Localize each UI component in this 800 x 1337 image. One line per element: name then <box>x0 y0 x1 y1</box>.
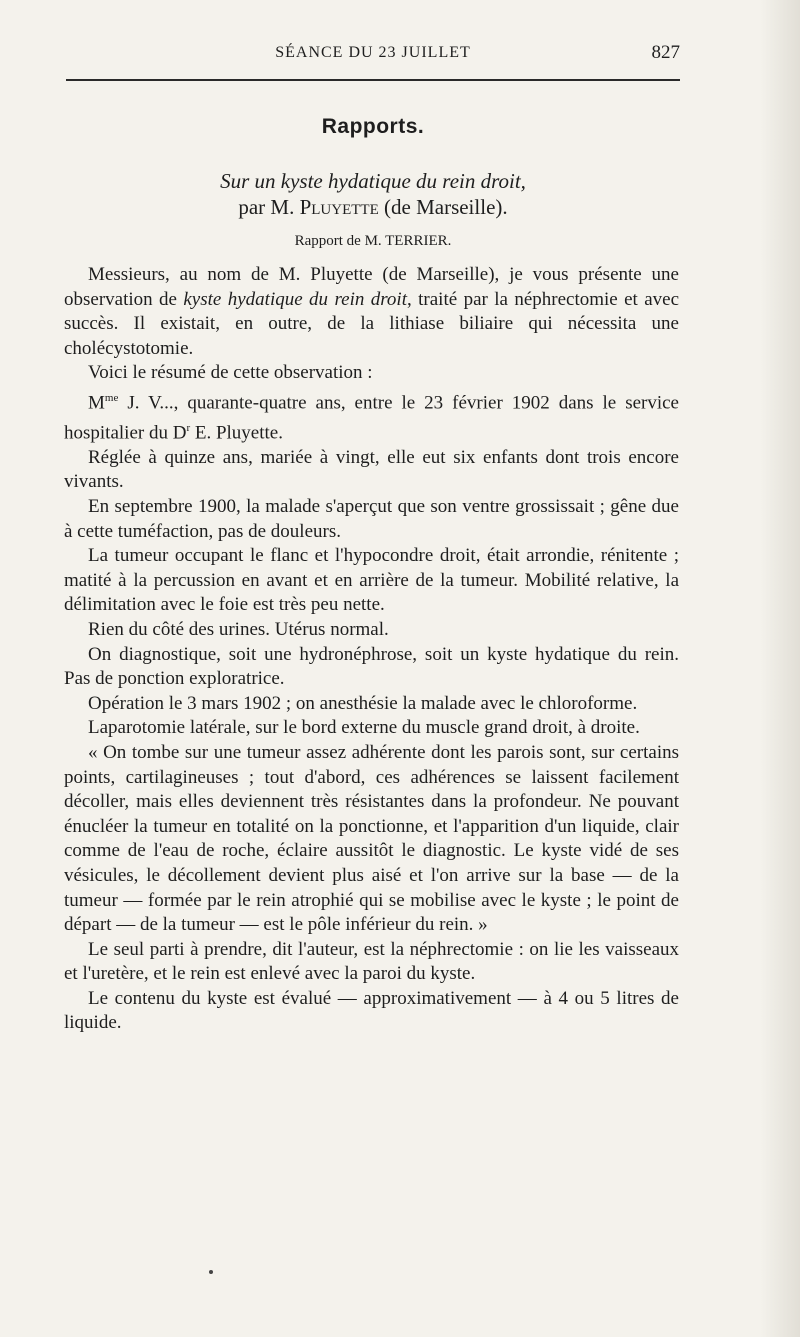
article-byline <box>66 194 680 220</box>
paragraph <box>64 263 679 361</box>
page-edge-shadow <box>760 0 800 1337</box>
paragraph <box>64 386 679 446</box>
article-title-line: Sur un kyste hydatique du rein droit, <box>220 169 526 193</box>
paragraph: Le contenu du kyste est évalué — approximativement — à 4 ou 5 litres de liquide. <box>64 987 679 1034</box>
paragraph: Réglée à quinze ans, mariée à vingt, elle eut six enfants dont trois encore vivants. <box>64 446 679 493</box>
paragraph: Voici le résumé de cette observation : <box>88 362 373 384</box>
paragraph: « On tombe sur une tumeur assez adhérente dont les parois sont, sur certains points, cartilagineuses ; tout d'abord, ces adhérences se laissent facilement décoller, mais elles deviennent très résistantes dans la profondeur. Ne pouvant énucléer la tumeur en totalité on la ponctionne, et l'apparition d'un liquide, clair comme de l'eau de roche, éclaire aussitôt le diagnostic. Le kyste vidé de ses vésicules, le décollement devient plus aisé et l'on arrive sur la base — de la tumeur — formée par le rein atrophié qui se mobilise avec le kyste ; le point de départ — de la tumeur — est le pôle inférieur du rein. » <box>64 741 679 936</box>
paragraph: En septembre 1900, la malade s'aperçut que son ventre grossissait ; gêne due à cette tuméfaction, pas de douleurs. <box>64 496 679 542</box>
page-header <box>66 40 680 70</box>
superscript: r <box>186 421 191 434</box>
header-rule <box>66 79 680 81</box>
print-speck <box>209 1270 213 1274</box>
superscript: me <box>104 391 119 404</box>
author-affiliation: (de Marseille). <box>384 195 508 219</box>
paragraph-emphasis: kyste hydatique du rein droit <box>183 288 407 310</box>
article-title <box>66 168 680 220</box>
paragraph: Laparotomie latérale, sur le bord externe du muscle grand droit, à droite. <box>88 717 640 739</box>
paragraph: Le seul parti à prendre, dit l'auteur, est la néphrectomie : on lie les vaisseaux et l'uretère, et le rein est enlevé avec la paroi du kyste. <box>64 938 679 985</box>
paragraph: Opération le 3 mars 1902 ; on anesthésie la malade avec le chloroforme. <box>88 692 638 714</box>
paragraph-text: M <box>88 392 105 414</box>
paragraph: La tumeur occupant le flanc et l'hypocondre droit, était arrondie, rénitente ; matité à la percussion en avant et en arrière de la tumeur. Mobilité relative, la délimitation avec le foie est très peu nette. <box>64 545 679 616</box>
paragraph-text: E. Pluyette. <box>190 422 283 444</box>
paragraph-text: Messieurs, au nom de M. Pluyette (de Marseille), je vous présente une observation de <box>64 264 679 310</box>
author-name: Pluyette <box>299 195 379 219</box>
section-title: Rapports. <box>321 115 425 138</box>
running-head: SÉANCE DU 23 JUILLET <box>275 44 471 61</box>
paragraph-text: , traité par la néphrectomie et avec succès. Il existait, en outre, de la lithiase biliaire qui nécessita une cholécystotomie. <box>64 288 680 359</box>
paragraph: Rien du côté des urines. Utérus normal. <box>88 618 389 640</box>
rapporteur-line: Rapport de M. TERRIER. <box>294 233 452 249</box>
byline-prefix: par M. <box>238 195 295 219</box>
article-body <box>64 263 679 1036</box>
paragraph: On diagnostique, soit une hydronéphrose, soit un kyste hydatique du rein. Pas de ponction exploratrice. <box>64 643 679 690</box>
paragraph-text: J. V..., quarante-quatre ans, entre le 23 février 1902 dans le service hospitalier du D <box>64 392 679 444</box>
page-number: 827 <box>651 42 680 63</box>
